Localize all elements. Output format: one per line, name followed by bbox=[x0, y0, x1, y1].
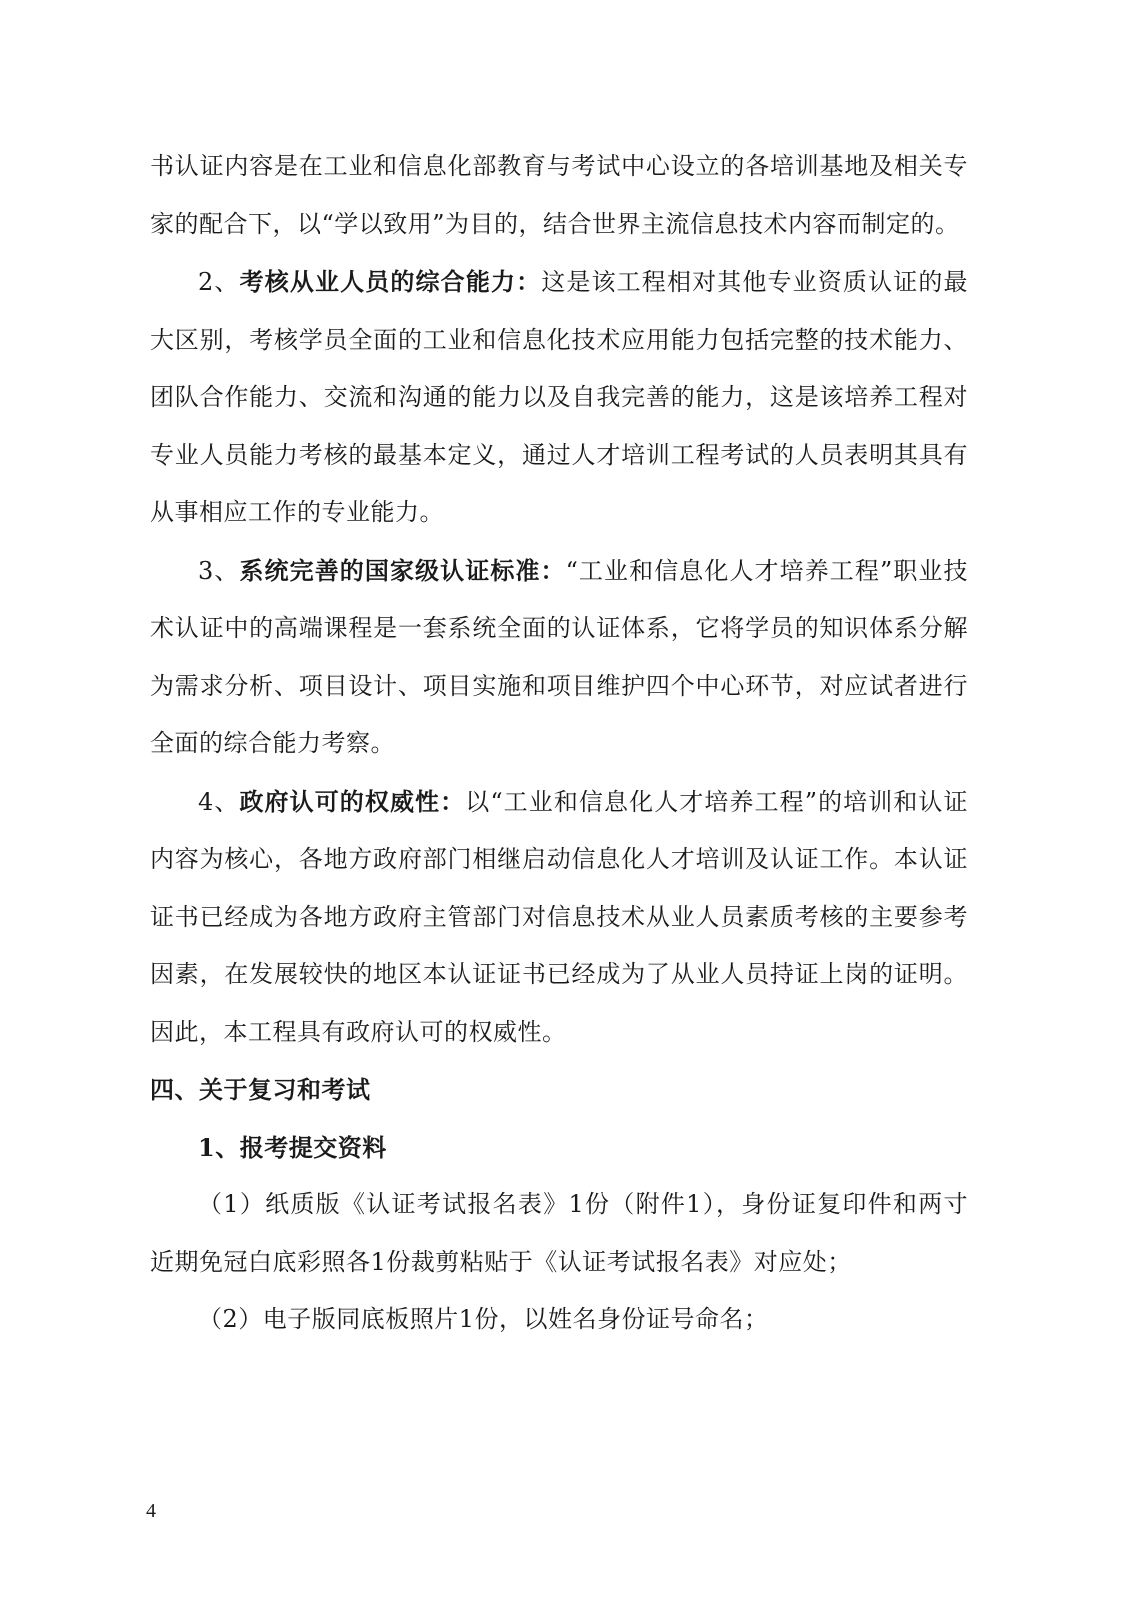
item-number: 2、 bbox=[198, 268, 240, 296]
item-body: 以“工业和信息化人才培养工程”的培训和认证内容为核心，各地方政府部门相继启动信息化人才培训及认证工作。本认证证书已经成为各地方政府主管部门对信息技术从业人员素质考核的主要参考因素，在发展较快的地区本认证证书已经成为了从业人员持证上岗的证明。因此，本工程具有政府认可的权威性。 bbox=[150, 787, 968, 1046]
section-heading: 四、关于复习和考试 bbox=[150, 1075, 371, 1104]
item-body: “工业和信息化人才培养工程”职业技术认证中的高端课程是一套系统全面的认证体系，它将学员的知识体系分解为需求分析、项目设计、项目实施和项目维护四个中心环节，对应试者进行全面的综合能力考察。 bbox=[150, 556, 968, 757]
item-number: 4、 bbox=[198, 787, 240, 816]
item-body: 这是该工程相对其他专业资质认证的最大区别，考核学员全面的工业和信息化技术应用能力包括完整的技术能力、团队合作能力、交流和沟通的能力以及自我完善的能力，这是该培养工程对专业人员能力考核的最基本定义，通过人才培训工程考试的人员表明其具有从事相应工作的专业能力。 bbox=[150, 268, 968, 526]
list-item-1: （1）纸质版《认证考试报名表》1份（附件1），身份证复印件和两寸近期免冠白底彩照各1份裁剪粘贴于《认证考试报名表》对应处； bbox=[150, 1190, 968, 1276]
item-title: 考核从业人员的综合能力： bbox=[239, 267, 542, 296]
page-number: 4 bbox=[146, 1500, 156, 1522]
paragraph-item-3 bbox=[150, 542, 968, 773]
body-text bbox=[150, 138, 968, 1349]
paragraph-item-2 bbox=[150, 253, 968, 542]
item-title: 系统完善的国家级认证标准： bbox=[239, 555, 566, 585]
item-number: 3、 bbox=[198, 556, 240, 585]
paragraph-continuation: 书认证内容是在工业和信息化部教育与考试中心设立的各培训基地及相关专家的配合下，以“学以致用”为目的，结合世界主流信息技术内容而制定的。 bbox=[150, 152, 968, 238]
subsection-heading: 1、报考提交资料 bbox=[198, 1132, 387, 1162]
item-title: 政府认可的权威性： bbox=[239, 786, 466, 816]
list-item-2: （2）电子版同底板照片1份，以姓名身份证号命名； bbox=[198, 1305, 769, 1333]
paragraph-item-4 bbox=[150, 773, 968, 1062]
